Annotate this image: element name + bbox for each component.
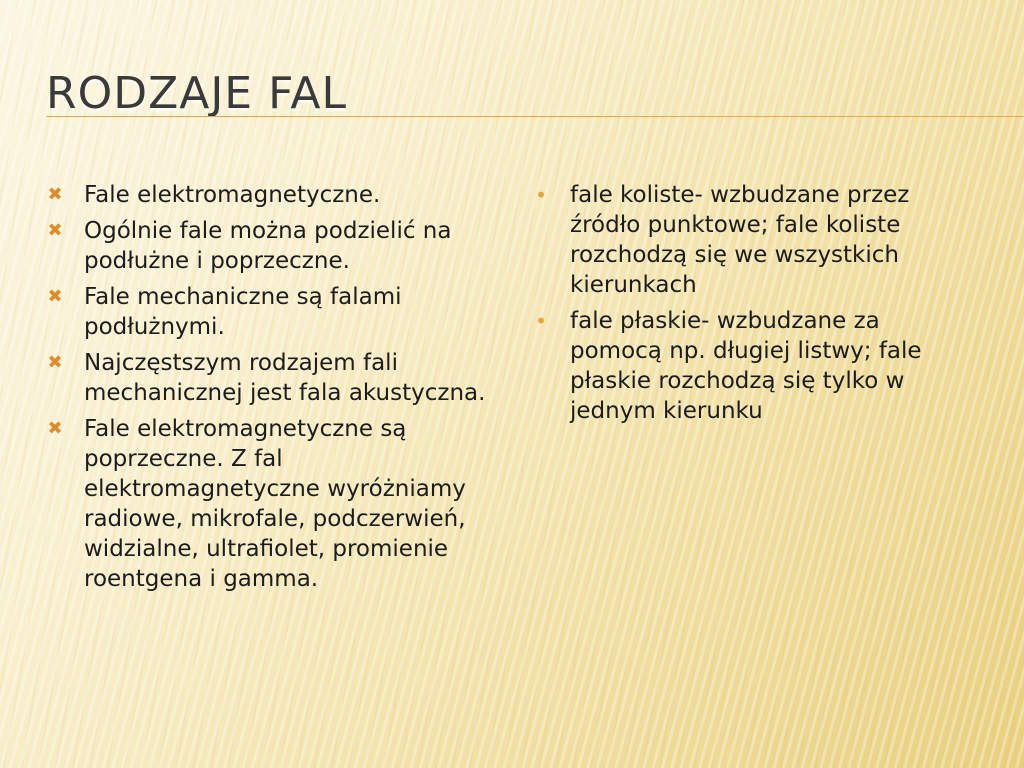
x-bullet-icon: ✖: [47, 220, 63, 241]
bullet-text: Fale mechaniczne są falami podłużnymi.: [84, 284, 402, 340]
list-item: [46, 414, 506, 594]
list-item: [532, 180, 972, 300]
bullet-text: Fale elektromagnetyczne są poprzeczne. Z fal elektromagnetyczne wyróżniamy radiowe, mikrofale, podczerwień, widzialne, ultrafiolet, promienie roentgena i gamma.: [84, 416, 466, 592]
list-item: [46, 282, 506, 342]
x-bullet-icon: ✖: [47, 184, 63, 205]
title-underline: [46, 116, 1024, 117]
x-bullet-icon: ✖: [47, 352, 63, 373]
slide-title: RODZAJE FAL: [46, 68, 347, 119]
bullet-text: Ogólnie fale można podzielić na podłużne i poprzeczne.: [84, 218, 452, 274]
bullet-text: fale koliste- wzbudzane przez źródło punktowe; fale koliste rozchodzą się we wszystkich kierunkach: [570, 182, 910, 298]
list-item: [46, 216, 506, 276]
x-bullet-icon: ✖: [47, 286, 63, 307]
list-item: [532, 306, 972, 426]
dot-bullet-icon: •: [535, 183, 547, 207]
list-item: [46, 180, 506, 210]
right-bullet-list: [532, 180, 972, 432]
bullet-text: fale płaskie- wzbudzane za pomocą np. długiej listwy; fale płaskie rozchodzą się tylko w jednym kierunku: [570, 308, 922, 424]
x-bullet-icon: ✖: [47, 418, 63, 439]
list-item: [46, 348, 506, 408]
bullet-text: Fale elektromagnetyczne.: [84, 182, 381, 208]
dot-bullet-icon: •: [535, 309, 547, 333]
bullet-text: Najczęstszym rodzajem fali mechanicznej jest fala akustyczna.: [84, 350, 486, 406]
left-bullet-list: [46, 180, 506, 600]
